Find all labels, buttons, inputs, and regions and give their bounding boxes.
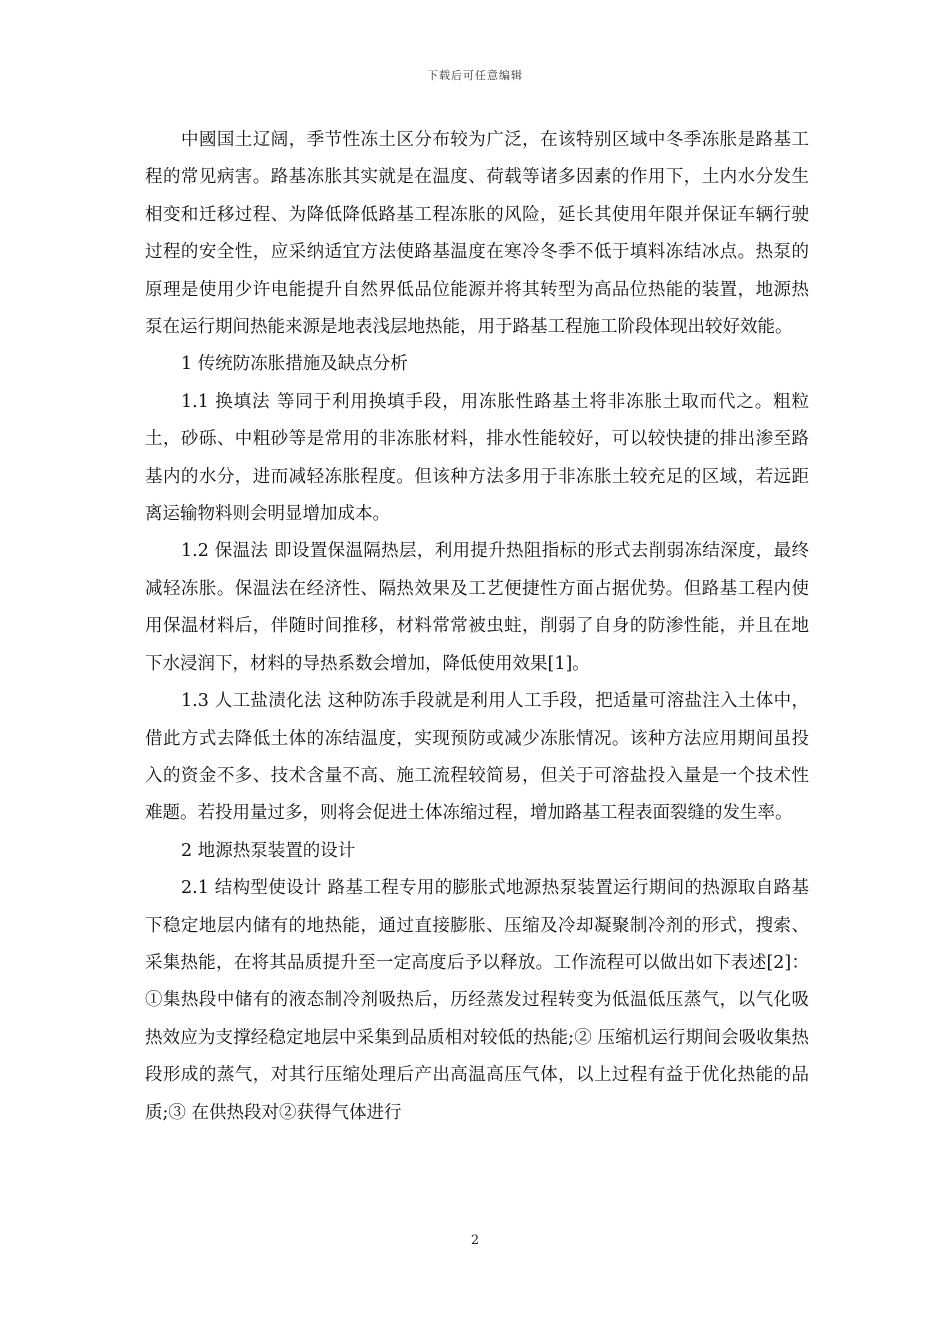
intro-paragraph: 中國国土辽阔，季节性冻土区分布较为广泛，在该特别区域中冬季冻胀是路基工程的常见病害。路基冻胀其实就是在温度、荷载等诸多因素的作用下，土内水分发生相变和迁移过程、为降低降低路基工程冻胀的风险，延长其使用年限并保证车辆行驶过程的安全性，应采纳适宜方法使路基温度在寒冷冬季不低于填料冻结冰点。热泵的原理是使用少许电能提升自然界低品位能源并将其转型为高品位热能的装置，地源热泵在运行期间热能来源是地表浅层地热能，用于路基工程施工阶段体现出较好效能。 [145, 130, 809, 338]
paragraph-2-1: 2.1 结构型使设计 路基工程专用的膨胀式地源热泵装置运行期间的热源取自路基下稳定地层内储有的地热能，通过直接膨胀、压缩及冷却凝聚制冷剂的形式，搜索、采集热能，在将其品质提升至一定高度后予以释放。工作流程可以做出如下表述[2]：①集热段中储有的液态制冷剂吸热后，历经蒸发过程转变为低温低压蒸气，以气化吸热效应为支撑经稳定地层中采集到品质相对较低的热能;② 压缩机运行期间会吸收集热段形成的蒸气，对其行压缩处理后产出高温高压气体，以上过程有益于优化热能的品质;③ 在供热段对②获得气体进行 [145, 878, 809, 1123]
paragraph-1-3: 1.3 人工盐渍化法 这种防冻手段就是利用人工手段，把适量可溶盐注入土体中，借此方式去降低土体的冻结温度，实现预防或减少冻胀情况。该种方法应用期间虽投入的资金不多、技术含量不高、施工流程较简易，但关于可溶盐投入量是一个技术性难题。若投用量过多，则将会促进土体冻缩过程，增加路基工程表面裂缝的发生率。 [145, 691, 809, 824]
page-number: 2 [470, 1233, 480, 1248]
document-body [145, 122, 809, 1132]
page-header: 下载后可任意编辑 [427, 69, 523, 82]
section-heading-1: 1 传统防冻胀措施及缺点分析 [181, 354, 408, 375]
section-heading-2: 2 地源热泵装置的设计 [181, 840, 356, 861]
paragraph-1-1: 1.1 换填法 等同于利用换填手段，用冻胀性路基土将非冻胀土取而代之。粗粒土，砂砾、中粗砂等是常用的非冻胀材料，排水性能较好，可以较快捷的排出渗至路基内的水分，进而减轻冻胀程度。但该种方法多用于非冻胀土较充足的区域，若远距离运输物料则会明显增加成本。 [145, 391, 809, 525]
paragraph-1-2: 1.2 保温法 即设置保温隔热层，利用提升热阻指标的形式去削弱冻结深度，最终减轻冻胀。保温法在经济性、隔热效果及工艺便捷性方面占据优势。但路基工程内使用保温材料后，伴随时间推移，材料常常被虫蛀，削弱了自身的防渗性能，并且在地下水浸润下，材料的导热系数会增加，降低使用效果[1]。 [145, 541, 809, 674]
